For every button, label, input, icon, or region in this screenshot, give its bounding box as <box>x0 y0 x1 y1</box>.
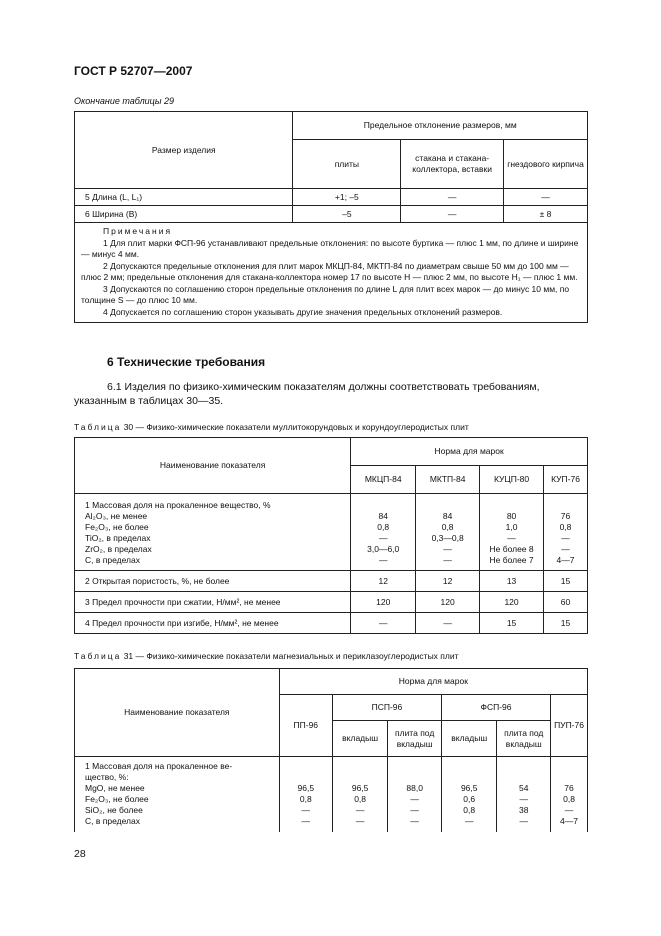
cell-value: 88,0 — — — <box>388 757 442 833</box>
cell-value: +1; –5 <box>293 189 401 206</box>
cell-value: 13 <box>480 571 544 592</box>
table-row <box>75 206 588 223</box>
row-label: 1 Массовая доля на прокаленное ве- щество, %: MgO, не менее Fe₂O₃, не более SiO₂, не более C, в пределах <box>75 757 280 833</box>
col-header-item: Наименование показателя <box>75 669 280 757</box>
cell-value: 76 0,8 — — 4—7 <box>544 494 588 571</box>
table-row <box>75 757 588 833</box>
col-header-fsp: ФСП-96 <box>441 695 550 721</box>
cell-value: 120 <box>480 592 544 613</box>
col-header-pp: ПП-96 <box>279 695 332 757</box>
col-header-nozzle: стакана и стакана-коллектора, вставки <box>401 140 504 189</box>
cell-value: — <box>401 206 504 223</box>
row-label: 6 Ширина (B) <box>75 206 293 223</box>
table-30 <box>74 437 588 634</box>
cell-value: 80 1,0 — Не более 8 Не более 7 <box>480 494 544 571</box>
row-label: 2 Открытая пористость, %, не более <box>75 571 351 592</box>
col-header-group: Норма для марок <box>279 669 587 695</box>
table-notes <box>75 223 588 323</box>
col-header-plate-liner: плита под вкладыш <box>388 721 442 757</box>
col-header-group: Норма для марок <box>351 438 588 466</box>
cell-value: 96,5 0,6 0,8 — <box>441 757 497 833</box>
cell-value: — <box>351 613 416 634</box>
cell-value: 12 <box>351 571 416 592</box>
section-title: 6 Технические требования <box>107 355 266 369</box>
note-item: 4 Допускается по соглашению сторон указывать другие значения предельных отклонений размеров. <box>103 306 503 317</box>
page-number: 28 <box>74 848 86 860</box>
cell-value: 15 <box>480 613 544 634</box>
cell-value: 84 0,8 — 3,0—6,0 — <box>351 494 416 571</box>
table-row <box>75 189 588 206</box>
col-header-mktp: МКТП-84 <box>416 466 480 494</box>
cell-value: 96,5 0,8 — — <box>332 757 388 833</box>
table-31-caption: Таблица 31 — Физико-химические показатели магнезиальных и периклазоуглеродистых плит <box>74 651 459 661</box>
cell-value: 15 <box>544 613 588 634</box>
table-29 <box>74 111 588 323</box>
col-header-liner: вкладыш <box>441 721 497 757</box>
notes-title: Примечания <box>103 226 173 236</box>
cell-value: 120 <box>351 592 416 613</box>
cell-value: 54 — 38 — <box>497 757 551 833</box>
col-header-pup: ПУП-76 <box>551 695 588 757</box>
col-header-liner: вкладыш <box>332 721 388 757</box>
row-label: 1 Массовая доля на прокаленное вещество, % Al₂O₃, не менее Fe₂O₃, не более TiO₂, в пределах ZrO₂, в пределах C, в пределах <box>75 494 351 571</box>
note-item: 1 Для плит марки ФСП-96 устанавливают предельные отклонения: по высоте буртика — плюс 1 мм, по длине и ширине — минус 4 мм. <box>81 237 579 259</box>
row-label: 3 Предел прочности при сжатии, Н/мм², не менее <box>75 592 351 613</box>
col-header-item: Размер изделия <box>75 112 293 189</box>
cell-value: — <box>504 189 588 206</box>
table-row <box>75 571 588 592</box>
col-header-psp: ПСП-96 <box>332 695 441 721</box>
document-header: ГОСТ Р 52707—2007 <box>74 64 193 78</box>
row-label: 4 Предел прочности при изгибе, Н/мм², не менее <box>75 613 351 634</box>
cell-value: 84 0,8 0,3—0,8 — — <box>416 494 480 571</box>
paragraph: 6.1 Изделия по физико-химическим показателям должны соответствовать требованиям, указанным в таблицах 30—35. <box>74 381 540 407</box>
col-header-kucp: КУЦП-80 <box>480 466 544 494</box>
cell-value: –5 <box>293 206 401 223</box>
col-header-plates: плиты <box>293 140 401 189</box>
col-header-plate-liner: плита под вкладыш <box>497 721 551 757</box>
table-continuation-caption: Окончание таблицы 29 <box>74 96 174 106</box>
table-row <box>75 494 588 571</box>
table-30-caption: Таблица 30 — Физико-химические показатели муллитокорундовых и корундоуглеродистых плит <box>74 422 469 432</box>
col-header-brick: гнездового кирпича <box>504 140 588 189</box>
cell-value: — <box>416 613 480 634</box>
cell-value: — <box>401 189 504 206</box>
table-row <box>75 592 588 613</box>
col-header-mkcp: МКЦП-84 <box>351 466 416 494</box>
cell-value: ± 8 <box>504 206 588 223</box>
cell-value: 15 <box>544 571 588 592</box>
note-item: 3 Допускаются по соглашению сторон предельные отклонения по длине L для плит всех марок — до минус 10 мм, по толщине S — до плюс 10 мм. <box>81 283 570 305</box>
table-31 <box>74 668 588 832</box>
row-label: 5 Длина (L, L₁) <box>75 189 293 206</box>
col-header-kup: КУП-76 <box>544 466 588 494</box>
cell-value: 96,5 0,8 — — <box>279 757 332 833</box>
cell-value: 76 0,8 — 4—7 <box>551 757 588 833</box>
col-header-group: Предельное отклонение размеров, мм <box>293 112 588 140</box>
cell-value: 60 <box>544 592 588 613</box>
table-row <box>75 613 588 634</box>
cell-value: 120 <box>416 592 480 613</box>
note-item: 2 Допускаются предельные отклонения для плит марок МКЦП-84, МКТП-84 по диаметрам свыше 50 мм до 100 мм — плюс 2 мм; предельные отклонения для стакана-коллектора номер 17 по высоте H — плюс 2 мм, по высоте H₁ — плюс 1 мм. <box>81 260 578 282</box>
col-header-item: Наименование показателя <box>75 438 351 494</box>
cell-value: 12 <box>416 571 480 592</box>
